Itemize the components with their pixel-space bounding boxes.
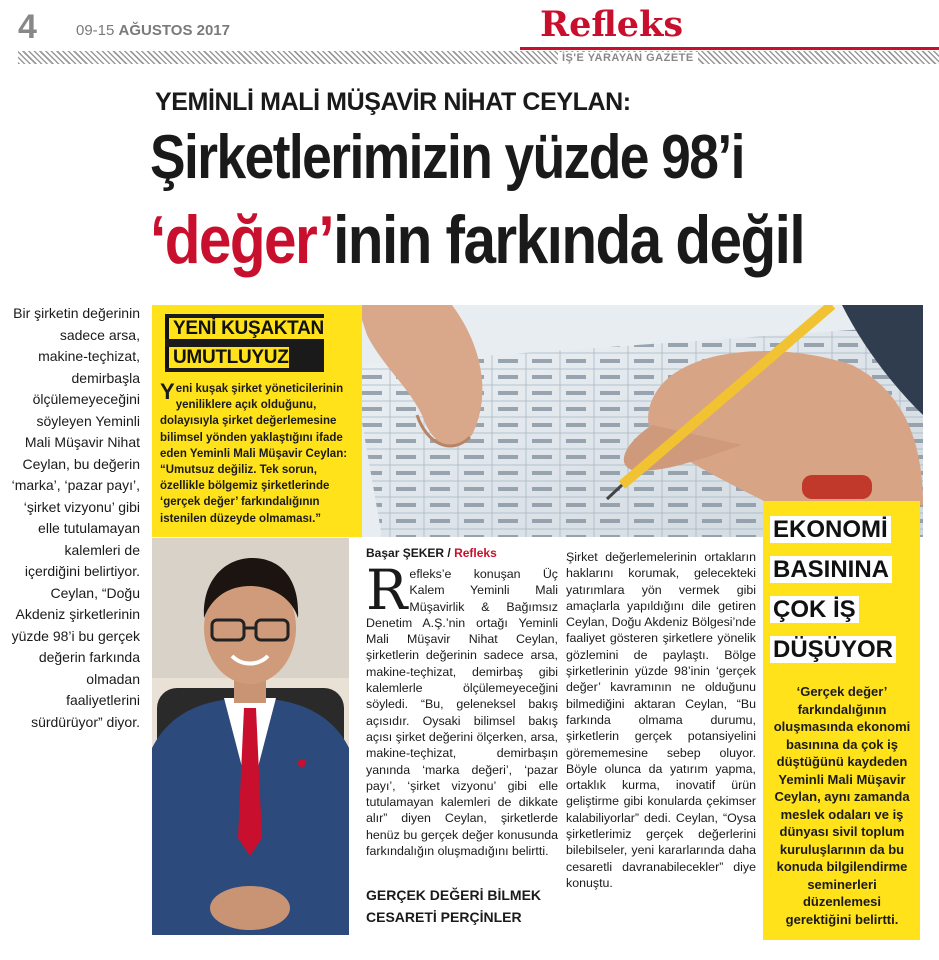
article-body-column-1 <box>366 558 558 859</box>
callout-ekonomi-title <box>770 510 920 670</box>
issue-date-month: AĞUSTOS 2017 <box>118 22 230 39</box>
callout-yeni-kusak-dropcap: Y <box>160 379 175 404</box>
masthead-hatch-divider <box>18 51 939 64</box>
callout-yeni-kusak-text <box>160 381 356 527</box>
newspaper-tagline: İŞ'E YARAYAN GAZETE <box>558 52 698 65</box>
callout-yeni-kusak-title <box>165 314 324 372</box>
byline-source: Refleks <box>454 546 497 560</box>
portrait-illustration <box>152 538 349 935</box>
article-dropcap: R <box>366 558 408 622</box>
callout-ekonomi-title-line4: DÜŞÜYOR <box>770 636 896 663</box>
callout-ekonomi-title-line3: ÇOK İŞ <box>770 596 859 623</box>
page-number: 4 <box>18 8 37 46</box>
headline-line-2-text: inin farkında değil <box>333 202 805 278</box>
article-subhead: GERÇEK DEĞERİ BİLMEK CESARETİ PERÇİNLER <box>366 887 542 925</box>
issue-date <box>76 22 230 39</box>
callout-yeni-kusak-body: eni kuşak şirket yöneticilerinin yeniliklere açık olduğunu, dolayısıyla şirket değerlemesine bilimsel yönden yaklaştığını ifade eden Yeminli Mali Müşavir Ceylan: “Umutsuz değiliz. Tek sorun, özellikle bölgemiz şirketlerinde ‘gerçek değer’ farkındalığının istenilen düzeyde olmaması.” <box>160 383 348 525</box>
callout-ekonomi-title-line2: BASININA <box>770 556 892 583</box>
byline-separator: / <box>447 546 451 560</box>
newspaper-logo: Refleks <box>540 4 684 45</box>
article-body-column-2: Şirket değerlemelerinin ortakların haklarını korumak, gelecekteki yatırımlara yön vermek gibi amaçlarla yapıldığını dile getiren Ceylan, Doğu Akdeniz Bölgesi’nde faaliyet gösteren şirketlere yönelik gözlemini de paylaştı. Bölge şirketlerinin yüzde 98’inin ‘gerçek değer’ kavramının ne olduğunu bilmediğini aktaran Ceylan, “Bu farkında olmama durumu, şirketlerin gerçek potansiyelini görememesine sebep oluyor. Böyle olunca da yatırım yapma, ortaklık kurma, inovatif ürün geliştirme gibi konularda çekimser kalabiliyorlar” dedi. Ceylan, “Oysa şirketlerimiz gerçek değerlerini bilebilseler, yeni kararlarında daha cesaretli davranabilecekler” diye konuştu. <box>566 550 756 890</box>
intro-summary: Bir şirketin değerinin sadece arsa, makine-teçhizat, demirbaşla ölçülemeyeceğini söyleyen Yeminli Mali Müşavir Nihat Ceylan, bu değerin ‘marka’, ‘pazar payı’, ‘şirket vizyonu’ gibi elle tutulamayan kalemleri de içerdiğini belirtiyor. Ceylan, “Doğu Akdeniz şirketlerinin yüzde 98’i bu gerçek değerin farkında olmadan faaliyetlerini sürdürüyor” diyor. <box>11 305 140 730</box>
callout-ekonomi-text: ‘Gerçek değer’ farkındalığının oluşmasında ekonomi basınına da çok iş düştüğünü kaydeden Yeminli Mali Müşavir Ceylan, aynı zamanda meslek odaları ve iş dünyası sivil toplum kuruluşlarının da bu konuda bilgilendirme seminerleri düzenlemesi gerektiğini belirtti. <box>773 684 911 927</box>
callout-ekonomi-title-line1: EKONOMİ <box>770 516 891 543</box>
byline-author: Başar ŞEKER <box>366 546 445 560</box>
callout-yeni-kusak-title-line2: UMUTLUYUZ <box>165 347 289 368</box>
headline-highlight-word: ‘değer’ <box>150 202 334 278</box>
issue-date-range: 09-15 <box>76 22 115 39</box>
masthead-rule <box>520 47 939 50</box>
callout-yeni-kusak-title-line1: YENİ KUŞAKTAN <box>165 318 324 339</box>
headline-line-2 <box>150 201 804 279</box>
headline-line-1: Şirketlerimizin yüzde 98’i <box>150 123 744 192</box>
article-body-text-1: efleks’e konuşan Üç Kalem Yeminli Mali Müşavirlik & Bağımsız Denetim A.Ş.’nin ortağı Yeminli Mali Müşavir Nihat Ceylan, şirketlerin değerinin sadece arsa, makine-teçhizat, demirbaş gibi kalemlerle ölçülemeyeceğini söyledi. “Bu, geleneksel bakış açısıdır. Oysaki bilimsel bakış açısı şirket değerini ölçerken, arsa, makine-teçhizat, demirbaşın yanında ‘marka değeri’, ‘pazar payı’, ‘şirket vizyonu’ gibi elle tutulamayan kalemleri de dikkate alır” diyen Ceylan, şirketlerde henüz bu gerçek değer konusunda farkındalığın oluşmadığını belirtti. <box>366 567 558 859</box>
headline-kicker: YEMİNLİ MALİ MÜŞAVİR NİHAT CEYLAN: <box>155 88 631 116</box>
portrait-photo <box>152 538 349 935</box>
